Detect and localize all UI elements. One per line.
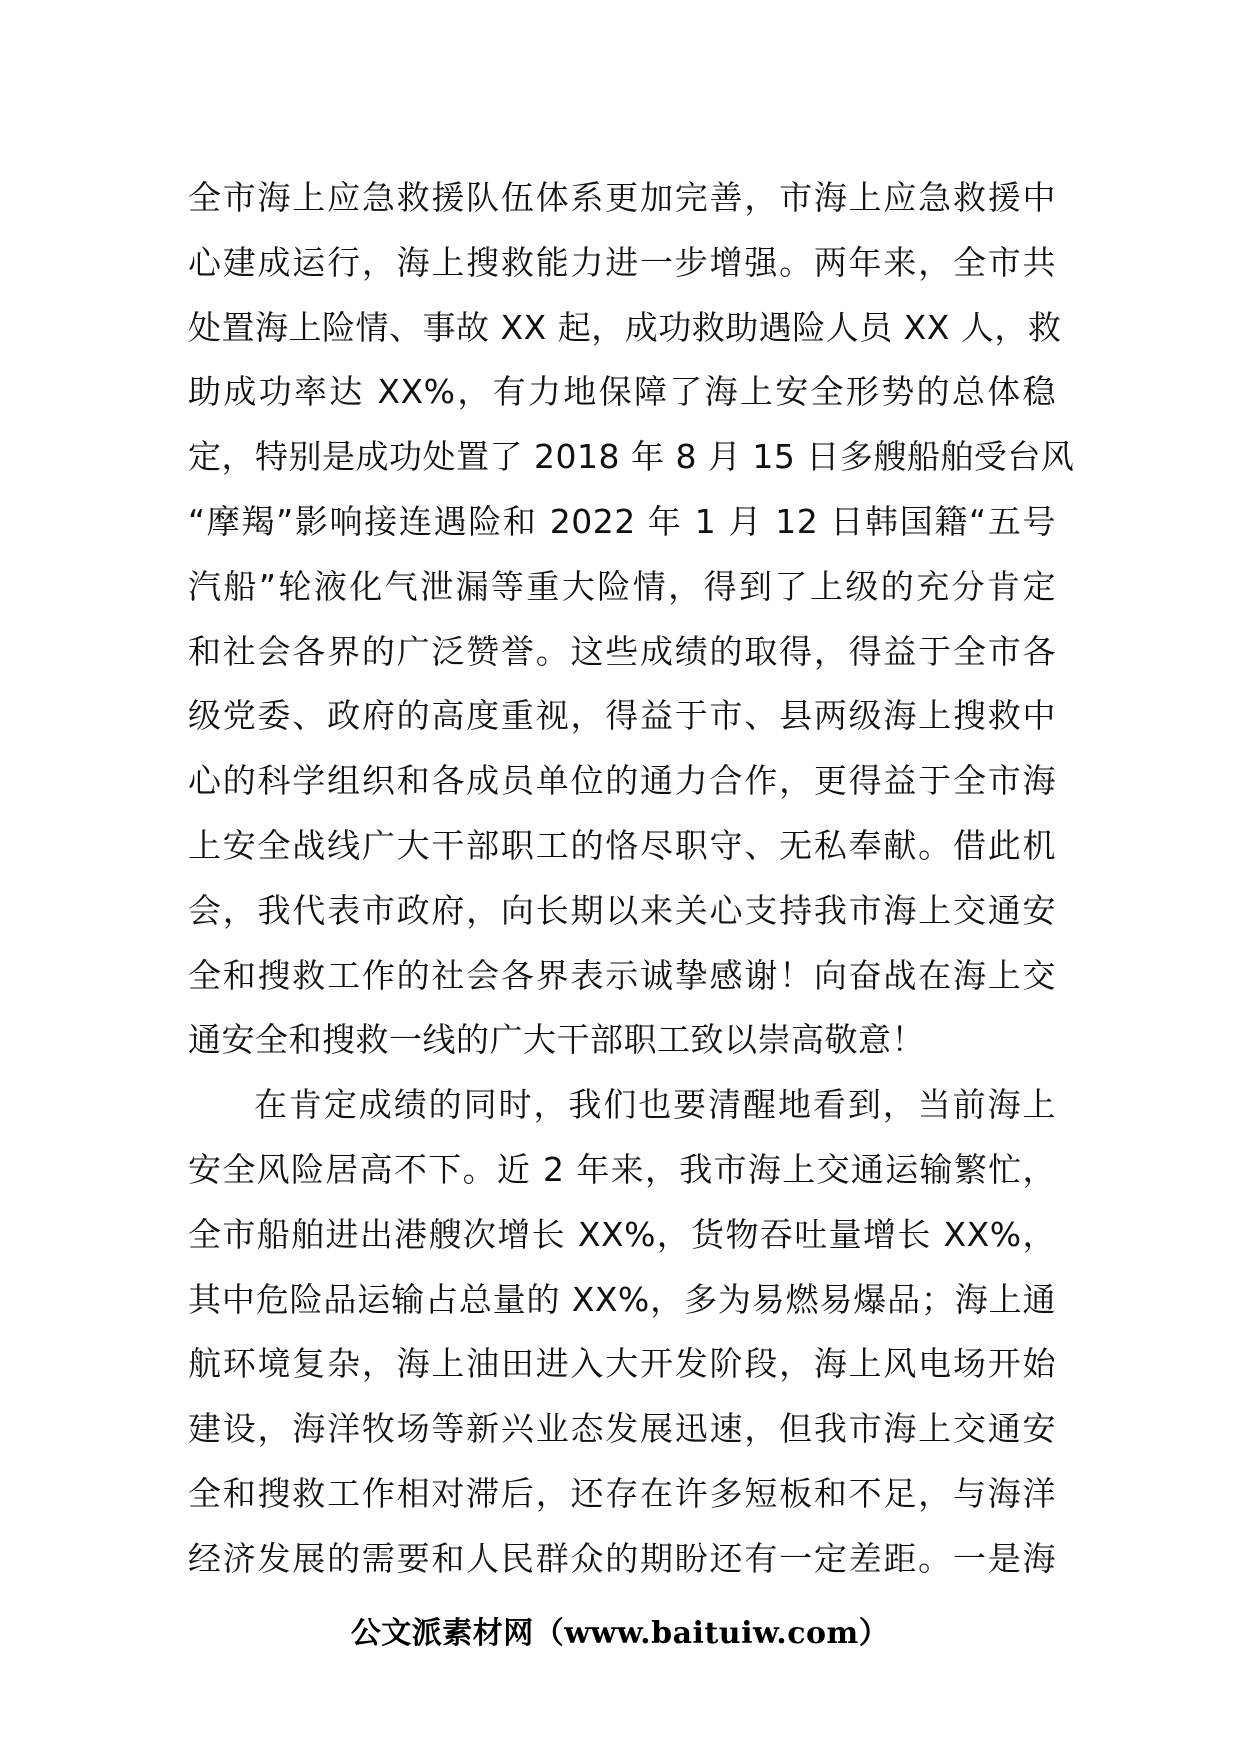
text-line: 全市船舶进出港艘次增长 XX%，货物吞吐量增长 XX%， — [188, 1214, 1056, 1254]
text-line: 航环境复杂，海上油田进入大开发阶段，海上风电场开始 — [188, 1344, 1056, 1384]
text-line: 和社会各界的广泛赞誉。这些成绩的取得，得益于全市各 — [188, 631, 1056, 671]
text-line: 心的科学组织和各成员单位的通力合作，更得益于全市海 — [188, 761, 1056, 801]
text-line: 全和搜救工作的社会各界表示诚挚感谢！向奋战在海上交 — [188, 955, 1056, 995]
text-line: 通安全和搜救一线的广大干部职工致以崇高敬意！ — [188, 1020, 925, 1060]
text-line: 经济发展的需要和人民群众的期盼还有一定差距。一是海 — [188, 1538, 1056, 1578]
text-line: 全和搜救工作相对滞后，还存在许多短板和不足，与海洋 — [188, 1473, 1056, 1513]
text-line: 处置海上险情、事故 XX 起，成功救助遇险人员 XX 人，救 — [188, 307, 1062, 347]
text-line: 安全风险居高不下。近 2 年来，我市海上交通运输繁忙， — [188, 1149, 1056, 1189]
text-line: 上安全战线广大干部职工的恪尽职守、无私奉献。借此机 — [188, 825, 1056, 865]
text-line: “摩羯”影响接连遇险和 2022 年 1 月 12 日韩国籍“五号 — [188, 501, 1056, 541]
footer-watermark: 公文派素材网（www.baituiw.com） — [350, 1616, 890, 1651]
text-line: 会，我代表市政府，向长期以来关心支持我市海上交通安 — [188, 890, 1056, 930]
text-line: 建设，海洋牧场等新兴业态发展迅速，但我市海上交通安 — [188, 1409, 1056, 1449]
text-line: 定，特别是成功处置了 2018 年 8 月 15 日多艘船舶受台风 — [188, 437, 1075, 477]
text-line: 级党委、政府的高度重视，得益于市、县两级海上搜救中 — [188, 696, 1056, 736]
paragraph-2 — [188, 1073, 1056, 1591]
text-line: 汽船”轮液化气泄漏等重大险情，得到了上级的充分肯定 — [188, 566, 1056, 606]
text-line: 心建成运行，海上搜救能力进一步增强。两年来，全市共 — [188, 242, 1056, 282]
paragraph-1 — [188, 166, 1075, 1073]
document-body — [188, 166, 1075, 1592]
text-line: 在肯定成绩的同时，我们也要清醒地看到，当前海上 — [254, 1085, 1056, 1125]
text-line: 其中危险品运输占总量的 XX%，多为易燃易爆品；海上通 — [188, 1279, 1056, 1319]
text-line: 助成功率达 XX%，有力地保障了海上安全形势的总体稳 — [188, 372, 1056, 412]
text-line: 全市海上应急救援队伍体系更加完善，市海上应急救援中 — [188, 178, 1056, 217]
